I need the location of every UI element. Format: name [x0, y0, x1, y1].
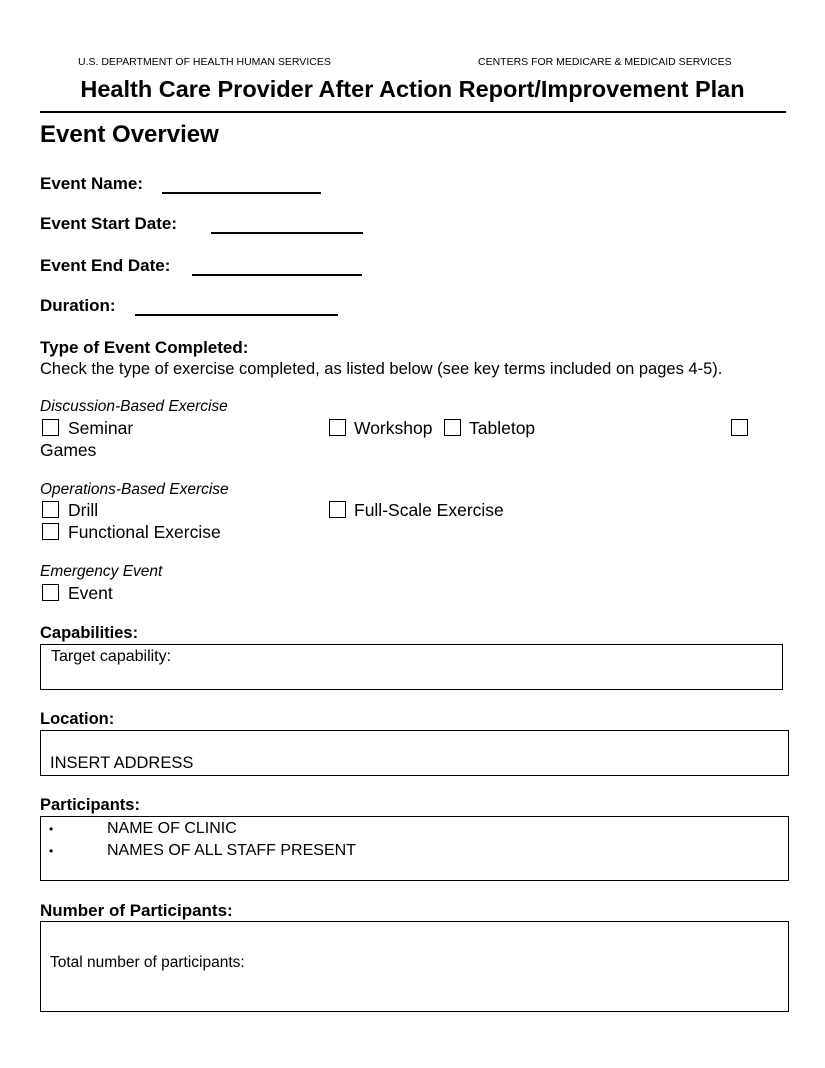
emergency-event-heading: Emergency Event	[40, 563, 163, 580]
location-address-text: INSERT ADDRESS	[50, 754, 194, 772]
workshop-checkbox[interactable]	[329, 419, 346, 436]
full-scale-exercise-checkbox[interactable]	[329, 501, 346, 518]
event-end-date-field[interactable]	[192, 274, 362, 276]
functional-exercise-label: Functional Exercise	[68, 522, 221, 542]
title-divider	[40, 111, 786, 113]
tabletop-checkbox[interactable]	[444, 419, 461, 436]
location-box[interactable]	[40, 730, 789, 776]
drill-label: Drill	[68, 500, 99, 520]
discussion-based-heading: Discussion-Based Exercise	[40, 398, 228, 415]
number-of-participants-heading: Number of Participants:	[40, 901, 233, 920]
participants-bullet: •	[49, 844, 54, 858]
department-header: U.S. DEPARTMENT OF HEALTH HUMAN SERVICES	[78, 56, 331, 68]
games-label: Games	[40, 440, 97, 460]
participant-item: NAME OF CLINIC	[107, 820, 237, 837]
seminar-label: Seminar	[68, 418, 134, 438]
capabilities-heading: Capabilities:	[40, 624, 139, 642]
participant-item: NAMES OF ALL STAFF PRESENT	[107, 842, 356, 859]
event-type-instruction: Check the type of exercise completed, as listed below (see key terms included on pages 4-5).	[40, 360, 723, 378]
event-end-date-label: Event End Date:	[40, 256, 171, 275]
participants-heading: Participants:	[40, 796, 140, 814]
workshop-label: Workshop	[354, 418, 433, 438]
number-of-participants-box[interactable]	[40, 921, 789, 1012]
participants-box[interactable]	[40, 816, 789, 881]
duration-field[interactable]	[135, 314, 338, 316]
drill-checkbox[interactable]	[42, 501, 59, 518]
event-checkbox[interactable]	[42, 584, 59, 601]
functional-exercise-checkbox[interactable]	[42, 523, 59, 540]
page-title: Health Care Provider After Action Report/Improvement Plan	[80, 76, 745, 102]
event-start-date-field[interactable]	[211, 232, 363, 234]
event-overview-heading: Event Overview	[40, 121, 219, 148]
tabletop-label: Tabletop	[469, 418, 536, 438]
agency-header: CENTERS FOR MEDICARE & MEDICAID SERVICES	[478, 56, 732, 68]
location-heading: Location:	[40, 710, 115, 728]
duration-label: Duration:	[40, 296, 116, 315]
event-type-heading: Type of Event Completed:	[40, 338, 249, 357]
full-scale-exercise-label: Full-Scale Exercise	[354, 500, 504, 520]
target-capability-text: Target capability:	[51, 648, 172, 665]
operations-based-heading: Operations-Based Exercise	[40, 481, 229, 498]
event-name-label: Event Name:	[40, 174, 143, 193]
capabilities-box[interactable]	[40, 644, 783, 690]
event-start-date-label: Event Start Date:	[40, 214, 177, 233]
event-name-field[interactable]	[162, 192, 321, 194]
games-checkbox[interactable]	[731, 419, 748, 436]
total-participants-text: Total number of participants:	[50, 954, 245, 971]
event-label: Event	[68, 583, 113, 603]
seminar-checkbox[interactable]	[42, 419, 59, 436]
participants-bullet: •	[49, 822, 54, 836]
